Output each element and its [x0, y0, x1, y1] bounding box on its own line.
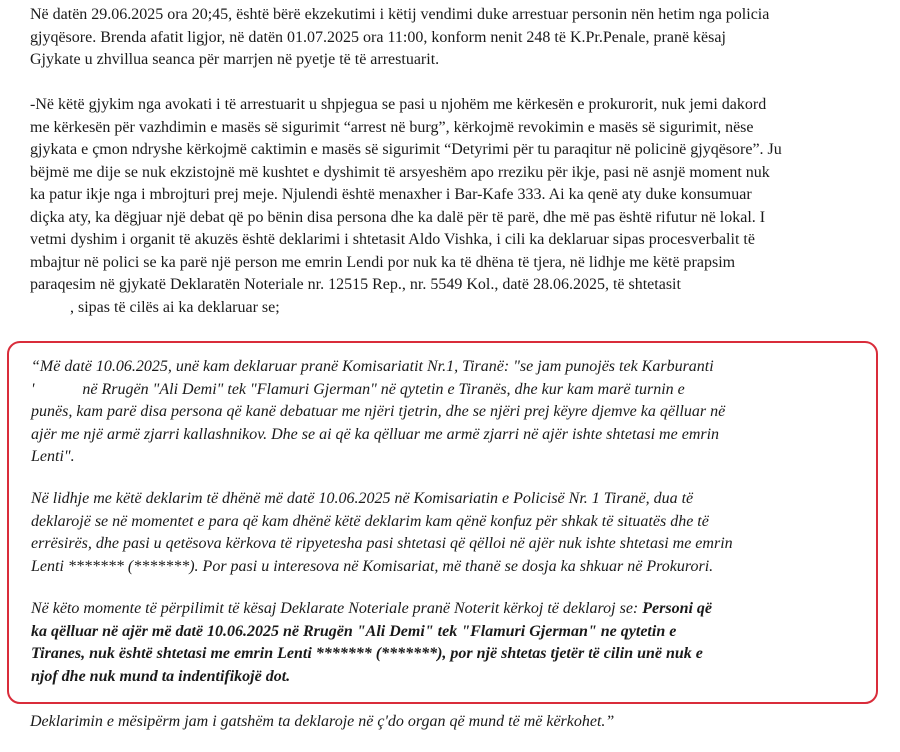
paragraph-defense-argument: [30, 94, 880, 319]
text-bold: Personi që: [642, 600, 713, 617]
text-line: Deklarimin e mësipërm jam i gatshëm ta deklaroje në ç'do organ që mund të më kërkohet.”: [30, 713, 615, 730]
text-line-bold: njof dhe nuk mund ta indentifikojë dot.: [31, 667, 291, 685]
text-line-bold: ka qëlluar në ajër më datë 10.06.2025 në Rrugën "Ali Demi" tek "Flamuri Gjerman" ne qytetin e: [31, 622, 677, 640]
text-line: -Në këtë gjykim nga avokati i të arrestuarit u shpjegua se pasi u njohëm me kërkesën e prokurorit, nuk jemi dakord: [30, 96, 767, 113]
text-line: “Më datë 10.06.2025, unë kam deklaruar pranë Komisariatit Nr.1, Tiranë: "se jam punojës tek Karburanti: [31, 358, 714, 375]
text-normal: Në këto momente të përpilimit të kësaj Deklarate Noteriale pranë Noterit kërkoj të deklaroj se:: [31, 600, 643, 617]
text-line: [31, 598, 866, 621]
text-line: Lenti".: [31, 448, 75, 465]
text-line-bold: Tiranes, nuk është shtetasi me emrin Lenti ******* (*******), por një shtetas tjetër të cilin unë nuk e: [31, 645, 703, 662]
text-line: Gjykate u zhvillua seanca për marrjen në pyetje të të arrestuarit.: [30, 51, 440, 68]
text-line: paraqesim në gjykatë Deklaratën Noteriale nr. 12515 Rep., nr. 5549 Kol., datë 28.06.2025, të shtetasit: [30, 276, 681, 293]
final-quote-line: [30, 711, 880, 734]
text-line: Në datën 29.06.2025 ora 20;45, është bërë ekzekutimi i këtij vendimi duke arrestuar personin nën hetim nga policia: [30, 6, 770, 23]
text-line: Lenti ******* (*******). Por pasi u interesova në Komisariat, më thanë se dosja ka shkuar në Prokurori.: [31, 557, 714, 575]
paragraph-arrest-execution: [30, 4, 880, 72]
text-line: , sipas të cilës ai ka deklaruar se;: [30, 298, 280, 316]
text-line: Në lidhje me këtë deklarim të dhënë më datë 10.06.2025 në Komisariatin e Policisë Nr. 1 Tiranë, dua të: [31, 490, 694, 507]
text-line: errësirës, dhe pasi u qetësova kërkova të ripyetesha pasi shtetasi që qëlloi në ajër nuk ishte shtetasi me emrin: [31, 535, 733, 552]
text-line: ka patur ikje nga i mbrojturi prej meje. Njulendi është menaxher i Bar-Kafe 333. Ai ka qenë aty duke konsumuar: [30, 186, 752, 203]
text-line: me kërkesën për vazhdimin e masës së sigurimit “arrest në burg”, kërkojmë revokimin e masës së sigurimit, nëse: [30, 118, 754, 136]
text-line: mbajtur në polici se ka parë një person me emrin Lendi por nuk ka të dhëna të tjera, në lidhje me këtë prapsim: [30, 253, 736, 271]
text-line: ajër me një armë zjarri kallashnikov. Dhe se ai që ka qëlluar me armë zjarri në ajër ishte shtetasi me emrin: [31, 425, 720, 443]
text-line: punës, kam parë disa persona që kanë debatuar me njëri tjetrin, dhe se njëri prej këyre djemve ka qëlluar në: [31, 403, 726, 420]
text-line: gjyqësore. Brenda afatit ligjor, në datën 01.07.2025 ora 11:00, konform nenit 248 të K.Pr.Penale, pranë kësaj: [30, 28, 726, 46]
text-line: ' në Rrugën "Ali Demi" tek "Flamuri Gjerman" në qytetin e Tiranës, dhe kur kam marë turnin e: [31, 380, 685, 398]
text-line: diçka aty, ka dëgjuar një debat që po bënin disa persona dhe ka dalë për të parë, dhe më pas është rifutur në lokal. I: [30, 208, 766, 226]
text-line: deklarojë se në momentet e para që kam dhënë këtë deklarim kam qënë konfuz për shkak të situatës dhe të: [31, 512, 709, 530]
quote-paragraph-clarification: [31, 488, 866, 578]
text-line: vetmi dyshim i organit të akuzës është deklarimi i shtetasit Aldo Vishka, i cili ka deklaruar sipas procesverbalit të: [30, 231, 755, 248]
quote-paragraph-statement: [31, 356, 866, 469]
text-line: bëjmë me dije se nuk ekzistojnë më kushtet e dyshimit të arsyeshëm apo rreziku për ikje, pasi në asnjë moment nuk: [30, 163, 770, 181]
quote-paragraph-declaration: [31, 598, 866, 688]
text-line: gjykata e çmon ndryshe kërkojmë caktimin e masës së sigurimit “Detyrimi për tu paraqitur në policinë gjyqësore”. Ju: [30, 141, 782, 158]
